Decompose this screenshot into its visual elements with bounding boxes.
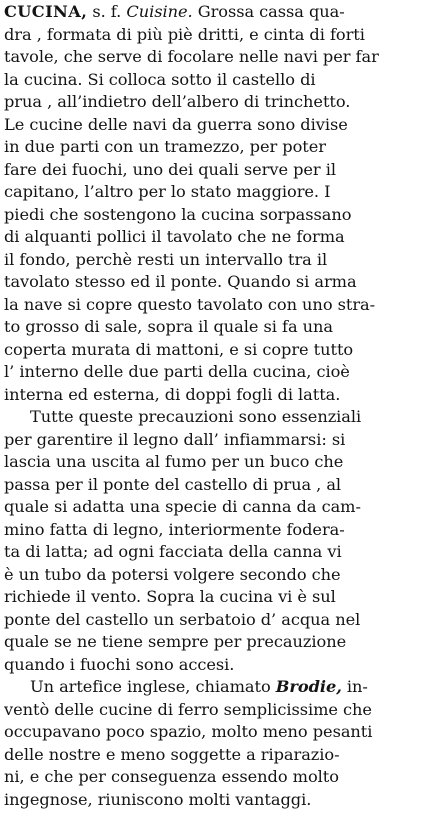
entry-part-of-speech: s. f. (87, 2, 127, 21)
text-line: quale se ne tiene sempre per precauzione (4, 632, 347, 651)
text-line: richiede il vento. Sopra la cucina vi è sul (4, 587, 336, 606)
entry-french-translation: Cuisine. (126, 2, 193, 21)
text-line: quale si adatta una specie di canna da cam- (4, 497, 361, 516)
text-line: interna ed esterna, di doppi fogli di latta. (4, 384, 341, 404)
text-line: ta di latta; ad ogni facciata della canna vi (4, 542, 342, 561)
entry-lead-text: Grossa cassa qua- (192, 2, 345, 21)
text-line-indented (4, 676, 423, 699)
inventor-name: Brodie, (275, 677, 342, 696)
text-line: dra , formata di più piè dritti, e cinta di forti (4, 24, 365, 44)
text-line: prua , all’indietro dell’albero di trinchetto. (4, 92, 351, 111)
text-line: mino fatta di legno, interiormente fodera- (4, 519, 345, 539)
text-line: ventò delle cucine di ferro semplicissime che (4, 699, 372, 719)
entry-headword: CUCINA, (4, 2, 88, 21)
text-line: to grosso di sale, sopra il quale si fa una (4, 317, 333, 336)
text-line: è un tubo da potersi volgere secondo che (4, 564, 341, 584)
text-line: delle nostre e meno soggette a riparazio- (4, 744, 340, 764)
text-line: capitano, l’altro per lo stato maggiore. I (4, 182, 331, 201)
text-line: quando i fuochi sono accesi. (4, 654, 235, 674)
text-line: lascia una uscita al fumo per un buco che (4, 452, 344, 471)
text-line: il fondo, perchè resti un intervallo tra il (4, 249, 328, 269)
text-line: ni, e che per conseguenza essendo molto (4, 767, 339, 786)
text-line: ingegnose, riuniscono molti vantaggi. (4, 789, 312, 809)
entry-first-line (4, 1, 423, 24)
text-line: ponte del castello un serbatoio d’ acqua nel (4, 609, 361, 629)
paragraph-2 (4, 406, 423, 676)
text-line: passa per il ponte del castello di prua , al (4, 474, 342, 494)
text-line: Le cucine delle navi da guerra sono divise (4, 114, 348, 134)
text-line: la cucina. Si colloca sotto il castello di (4, 69, 316, 89)
paragraph-1 (4, 24, 423, 407)
text-line: tavolato stesso ed il ponte. Quando si arma (4, 272, 357, 291)
text-line-indented: Tutte queste precauzioni sono essenziali (30, 407, 362, 426)
text-fragment: Un artefice inglese, chiamato (30, 677, 276, 696)
text-line: occupavano poco spazio, molto meno pesanti (4, 722, 373, 741)
text-line: coperta murata di mattoni, e si copre tutto (4, 339, 354, 359)
paragraph-3 (4, 676, 423, 811)
text-line: fare dei fuochi, uno dei quali serve per il (4, 159, 336, 179)
text-line: piedi che sostengono la cucina sorpassano (4, 204, 352, 224)
text-line: tavole, che serve di focolare nelle navi per far (4, 47, 379, 66)
text-line: di alquanti pollici il tavolato che ne forma (4, 227, 345, 246)
text-line: l’ interno delle due parti della cucina, cioè (4, 362, 350, 381)
text-line: per garentire il legno dall’ infiammarsi: si (4, 429, 346, 449)
text-line: in due parti con un tramezzo, per poter (4, 137, 326, 156)
text-fragment: in- (341, 677, 368, 696)
dictionary-page (0, 1, 427, 830)
text-line: la nave si copre questo tavolato con uno stra- (4, 294, 376, 314)
